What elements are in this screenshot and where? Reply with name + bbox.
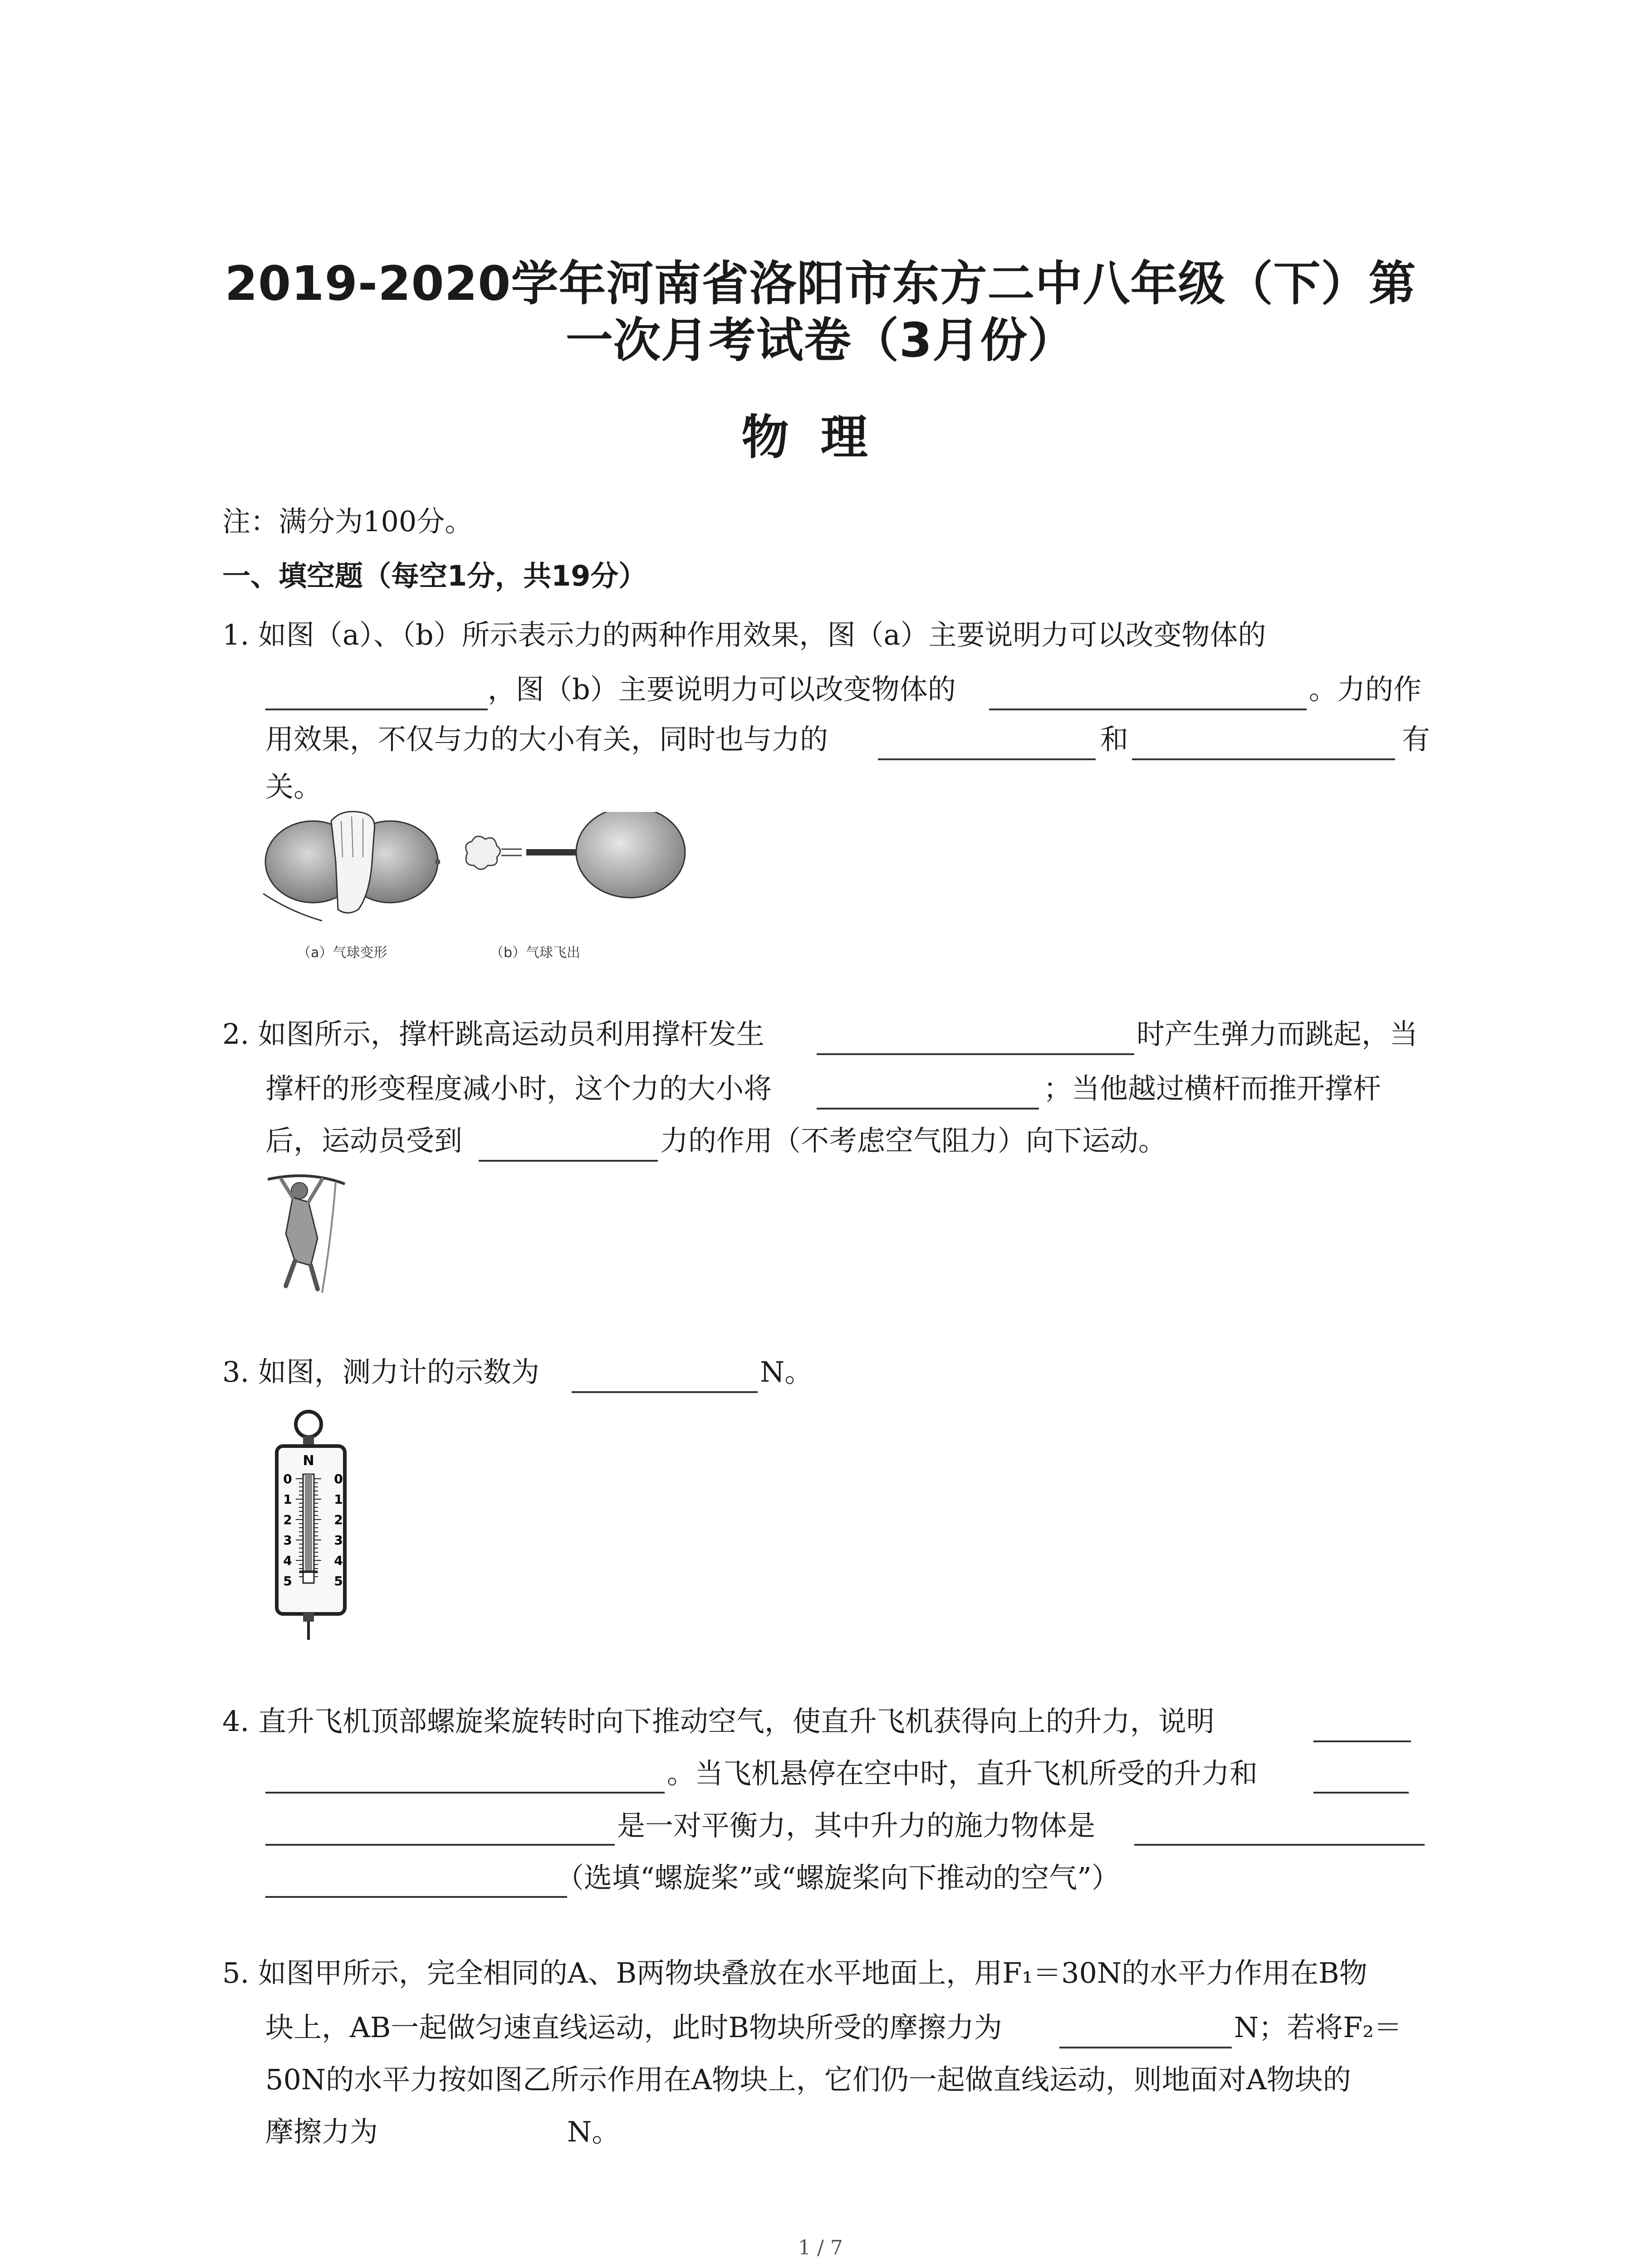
q4-line2: 。当飞机悬停在空中时，直升飞机所受的升力和 bbox=[667, 1757, 1258, 1790]
pole-vaulter-figure bbox=[268, 1170, 349, 1293]
q2-line1b: 时产生弹力而跳起，当 bbox=[1136, 1017, 1418, 1051]
q1-blank1[interactable] bbox=[265, 709, 488, 710]
q5-blank2[interactable] bbox=[390, 2151, 563, 2153]
scale-tick-label: 0 bbox=[334, 1471, 343, 1486]
scale-unit-label: N bbox=[303, 1453, 314, 1469]
scale-tick-label: 3 bbox=[334, 1533, 343, 1548]
q2-blank1[interactable] bbox=[817, 1053, 1134, 1055]
q5-line4a: 摩擦力为 bbox=[265, 2115, 378, 2148]
scale-tick-label: 3 bbox=[283, 1533, 292, 1548]
q2-line3a: 后，运动员受到 bbox=[265, 1124, 463, 1157]
q1-line3b: 和 bbox=[1100, 723, 1129, 756]
q4-blank1b[interactable] bbox=[265, 1792, 665, 1794]
q4-blank1a[interactable] bbox=[1313, 1740, 1411, 1742]
scale-tick-label: 2 bbox=[334, 1512, 343, 1527]
scale-tick-label: 4 bbox=[283, 1553, 292, 1568]
q5-line1: 5. 如图甲所示，完全相同的A、B两物块叠放在水平地面上，用F₁＝30N的水平力作用在B物 bbox=[222, 1956, 1367, 1989]
q2-line2a: 撑杆的形变程度减小时，这个力的大小将 bbox=[265, 1072, 772, 1105]
q2-blank2[interactable] bbox=[817, 1108, 1039, 1110]
q5-line2b: N；若将F₂＝ bbox=[1234, 2011, 1402, 2044]
q1-blank4[interactable] bbox=[1132, 758, 1395, 760]
balloon-deformed-figure bbox=[263, 803, 440, 930]
scale-tick-label: 5 bbox=[283, 1574, 292, 1589]
q5-line3: 50N的水平力按如图乙所示作用在A物块上，它们仍一起做直线运动，则地面对A物块的 bbox=[265, 2063, 1351, 2096]
exam-title-line1: 2019-2020学年河南省洛阳市东方二中八年级（下）第 bbox=[225, 256, 1416, 311]
q1-blank3[interactable] bbox=[878, 758, 1096, 760]
scale-tick-label: 0 bbox=[283, 1471, 292, 1486]
q5-blank1[interactable] bbox=[1059, 2047, 1232, 2048]
q3-line1b: N。 bbox=[760, 1355, 813, 1388]
q4-blank2b[interactable] bbox=[265, 1844, 615, 1846]
q4-blank3a[interactable] bbox=[1134, 1844, 1425, 1846]
q1-line2b: 。力的作 bbox=[1309, 673, 1422, 706]
subject-title: 物理 bbox=[741, 410, 900, 465]
q2-line2b: ；当他越过横杆而推开撑杆 bbox=[1043, 1072, 1381, 1105]
scale-tick-label: 5 bbox=[334, 1574, 343, 1589]
q4-blank2a[interactable] bbox=[1313, 1792, 1409, 1794]
scale-tick-label: 2 bbox=[283, 1512, 292, 1527]
q1-line4: 关。 bbox=[265, 770, 322, 803]
q3-blank1[interactable] bbox=[572, 1391, 758, 1393]
q4-blank3b[interactable] bbox=[265, 1896, 567, 1898]
section-heading: 一、填空题（每空1分，共19分） bbox=[222, 559, 647, 592]
spring-scale-figure bbox=[272, 1406, 354, 1642]
q1-line3a: 用效果，不仅与力的大小有关，同时也与力的 bbox=[265, 723, 828, 756]
q2-blank3[interactable] bbox=[479, 1160, 658, 1162]
q1-line3c: 有 bbox=[1402, 723, 1430, 756]
q5-line2a: 块上，AB一起做匀速直线运动，此时B物块所受的摩擦力为 bbox=[265, 2011, 1002, 2044]
scale-tick-label: 1 bbox=[283, 1492, 292, 1507]
q4-line3a: 是一对平衡力，其中升力的施力物体是 bbox=[617, 1809, 1096, 1842]
scale-tick-label: 4 bbox=[334, 1553, 343, 1568]
q2-line3b: 力的作用（不考虑空气阻力）向下运动。 bbox=[660, 1124, 1167, 1157]
q5-line4b: N。 bbox=[567, 2115, 620, 2148]
page-number: 1 / 7 bbox=[798, 2236, 843, 2259]
q4-line4: （选填“螺旋桨”或“螺旋桨向下推动的空气”） bbox=[556, 1861, 1120, 1894]
q3-line1a: 3. 如图，测力计的示数为 bbox=[222, 1355, 539, 1388]
q1-line1: 1. 如图（a）、（b）所示表示力的两种作用效果，图（a）主要说明力可以改变物体的 bbox=[222, 618, 1266, 651]
figure-a-caption: （a）气球变形 bbox=[297, 945, 387, 961]
balloon-flying-figure bbox=[458, 812, 690, 916]
q1-line2a: ，图（b）主要说明力可以改变物体的 bbox=[488, 673, 956, 706]
figure-b-caption: （b）气球飞出 bbox=[490, 945, 581, 961]
exam-title-line2: 一次月考试卷（3月份） bbox=[565, 313, 1076, 368]
q4-line1: 4. 直升飞机顶部螺旋桨旋转时向下推动空气，使直升飞机获得向上的升力，说明 bbox=[222, 1705, 1215, 1738]
q2-line1a: 2. 如图所示，撑杆跳高运动员利用撑杆发生 bbox=[222, 1017, 764, 1051]
score-note: 注：满分为100分。 bbox=[222, 505, 473, 538]
scale-tick-label: 1 bbox=[334, 1492, 343, 1507]
q1-blank2[interactable] bbox=[989, 709, 1307, 710]
